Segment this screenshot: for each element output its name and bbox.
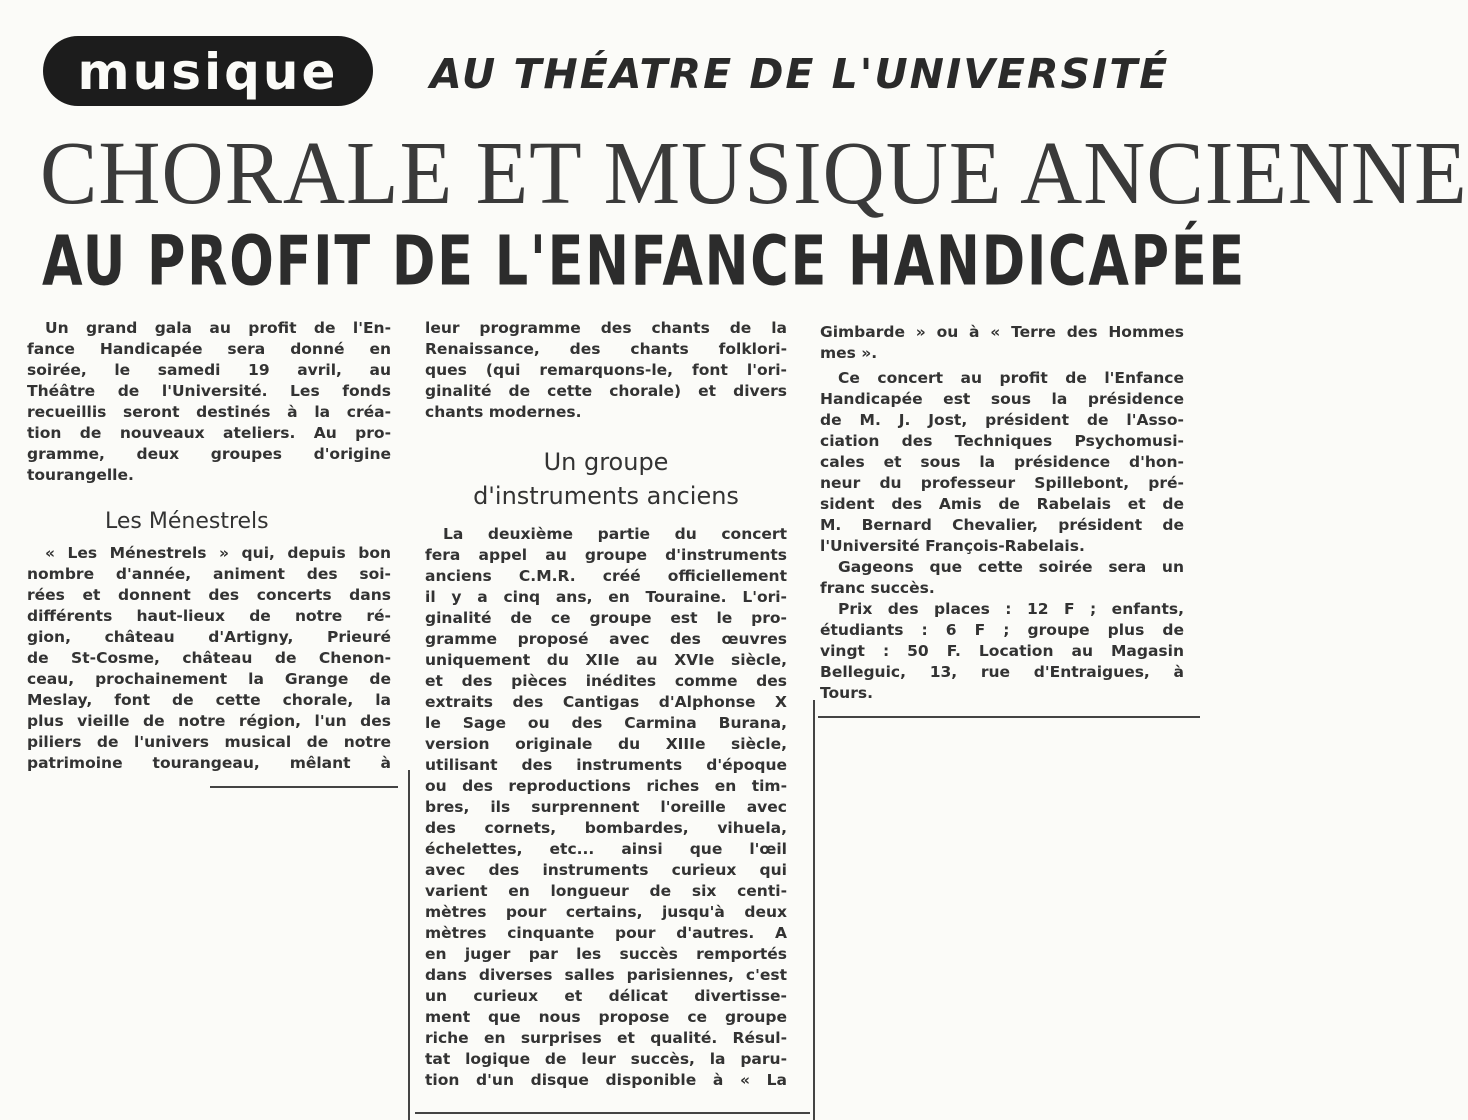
text-line: franc succès. [820,579,935,597]
text-line: soirée, le samedi 19 avril, au [27,361,391,379]
text-line: avec des instruments curieux qui [425,861,787,879]
text-line: des cornets, bombardes, vihuela, [425,819,787,837]
text-line: tourangelle. [27,466,134,484]
text-line: « Les Ménestrels » qui, depuis bon [45,544,391,562]
text-line: ginalité de cette chorale) et divers [425,382,787,400]
text-line: mètres cinquante pour d'autres. A [425,924,787,942]
text-line: chants modernes. [425,403,582,421]
text-line: ment que nous propose ce groupe [425,1008,787,1026]
column-end-rule [210,786,398,788]
text-line: tion d'un disque disponible à « La [425,1071,787,1089]
text-line: de St-Cosme, château de Chenon- [27,649,391,667]
text-line: bres, ils surprennent l'oreille avec [425,798,787,816]
text-line: La deuxième partie du concert [443,525,787,543]
paragraph-succes [820,557,1184,599]
text-line: Théâtre de l'Université. Les fonds [27,382,391,400]
kicker-headline: AU THÉATRE DE L'UNIVERSITÉ [430,50,1170,98]
text-line: Renaissance, des chants folklori- [425,340,787,358]
text-line: Ce concert au profit de l'Enfance [838,369,1184,387]
text-line: varient en longueur de six centi- [425,882,787,900]
text-line: piliers de l'univers musical de notre [27,733,391,751]
text-line: ques (qui remarquons-le, font l'ori- [425,361,787,379]
subheading-menestrels: Les Ménestrels [105,509,269,534]
paragraph-presidence [820,368,1184,557]
column-rule [813,700,815,1120]
paragraph-intro [27,318,391,486]
text-line: de M. J. Jost, président de l'Asso- [820,411,1184,429]
text-line: Un grand gala au profit de l'En- [45,319,391,337]
text-line: ceau, prochainement la Grange de [27,670,391,688]
text-line: tat logique de leur succès, la paru- [425,1050,787,1068]
article-column-2 [425,318,787,423]
text-line: échelettes, etc... ainsi que l'œil [425,840,787,858]
column-end-rule [415,1112,810,1114]
text-line: Gimbarde » ou à « Terre des Hommes [820,323,1184,341]
text-line: M. Bernard Chevalier, président de [820,516,1184,534]
text-line: Gageons que cette soirée sera un [838,558,1184,576]
text-line: Prix des places : 12 F ; enfants, [838,600,1184,618]
text-line: neur du professeur Spillebont, pré- [820,474,1184,492]
text-line: leur programme des chants de la [425,319,787,337]
text-line: vingt : 50 F. Location au Magasin [820,642,1184,660]
article-column-1-continued [27,543,391,774]
section-badge [43,36,373,106]
subheading-instruments: d'instruments anciens [473,482,739,510]
paragraph-menestrels [27,543,391,774]
text-line: ginalité de ce groupe est le pro- [425,609,787,627]
paragraph-prix [820,599,1184,704]
text-line: Tours. [820,684,873,702]
column-rule [408,770,410,1120]
text-line: il y a cinq ans, en Touraine. L'ori- [425,588,787,606]
text-line: en juger par les succès remportés [425,945,787,963]
main-headline: CHORALE ET MUSIQUE ANCIENNE [40,122,1468,223]
text-line: mètres pour certains, jusqu'à deux [425,903,787,921]
text-line: anciens C.M.R. créé officiellement [425,567,787,585]
text-line: tion de nouveaux ateliers. Au pro- [27,424,391,442]
text-line: rées et donnent des concerts dans [27,586,391,604]
text-line: extraits des Cantigas d'Alphonse X [425,693,787,711]
text-line: ou des reproductions riches en tim- [425,777,787,795]
text-line: Belleguic, 13, rue d'Entraigues, à [820,663,1184,681]
section-badge-label: musique [77,43,339,101]
text-line: dans diverses salles parisiennes, c'est [425,966,787,984]
secondary-headline: AU PROFIT DE L'ENFANCE HANDICAPÉE [42,222,1246,302]
text-line: étudiants : 6 F ; groupe plus de [820,621,1184,639]
text-line: riche en surprises et qualité. Résul- [425,1029,787,1047]
subheading-groupe: Un groupe [543,448,669,476]
text-line: un curieux et délicat divertisse- [425,987,787,1005]
text-line: ciation des Techniques Psychomusi- [820,432,1184,450]
text-line: mes ». [820,344,878,362]
text-line: utilisant des instruments d'époque [425,756,787,774]
article-column-2-continued [425,524,787,1091]
paragraph-programme [425,318,787,423]
text-line: uniquement du XIIe au XVIe siècle, [425,651,787,669]
text-line: version originale du XIIIe siècle, [425,735,787,753]
text-line: recueillis seront destinés à la créa- [27,403,391,421]
text-line: et des pièces inédites comme des [425,672,787,690]
text-line: fera appel au groupe d'instruments [425,546,787,564]
paragraph-gimbarde [820,322,1184,364]
text-line: gramme, deux groupes d'origine [27,445,391,463]
text-line: le Sage ou des Carmina Burana, [425,714,787,732]
text-line: Handicapée est sous la présidence [820,390,1184,408]
text-line: cales et sous la présidence d'hon- [820,453,1184,471]
paragraph-instruments [425,524,787,1091]
text-line: différents haut-lieux de notre ré- [27,607,391,625]
text-line: gramme proposé avec des œuvres [425,630,787,648]
article-column-3 [820,322,1184,704]
text-line: fance Handicapée sera donné en [27,340,391,358]
article-column-1 [27,318,391,486]
text-line: patrimoine tourangeau, mêlant à [27,754,391,772]
text-line: nombre d'année, animent des soi- [27,565,391,583]
text-line: l'Université François-Rabelais. [820,537,1085,555]
text-line: plus vieille de notre région, l'un des [27,712,391,730]
text-line: gion, château d'Artigny, Prieuré [27,628,391,646]
text-line: sident des Amis de Rabelais et de [820,495,1184,513]
text-line: Meslay, font de cette chorale, la [27,691,391,709]
column-end-rule [818,716,1200,718]
